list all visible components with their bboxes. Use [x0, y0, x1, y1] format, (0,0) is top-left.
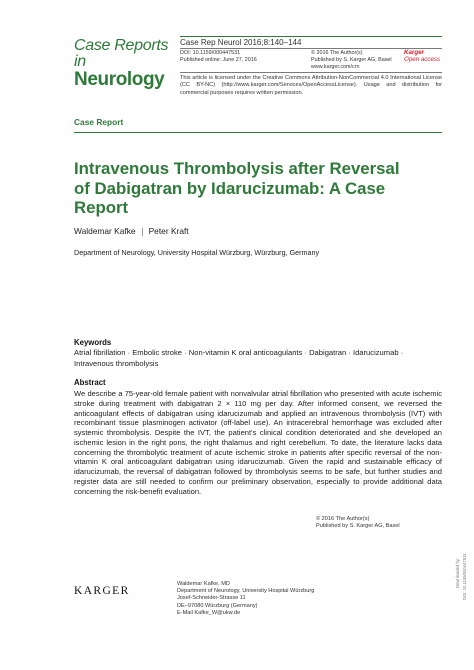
- copyright-line1: © 2016 The Author(s): [311, 50, 363, 56]
- doi: DOI: 10.1159/000447531: [180, 50, 241, 56]
- corr-name: Waldemar Kafke, MD: [177, 581, 230, 587]
- article-title: Intravenous Thrombolysis after Reversal of Dabigatran by Idarucizumab: A Case Report: [74, 159, 400, 217]
- correspondence-block: [177, 581, 387, 617]
- author-name: Waldemar Kafke: [74, 226, 136, 236]
- keywords: Atrial fibrillation · Embolic stroke · Non-vitamin K oral anticoagulants · Dabigatran · Idarucizumab · Intravenous thrombolysis: [74, 348, 404, 368]
- header-rule-mid: [180, 48, 442, 49]
- header-rule-bottom: [180, 72, 442, 73]
- corr-street: Josef-Schneider-Strasse 11: [177, 595, 246, 602]
- section-rule: [74, 132, 442, 133]
- author-name: Peter Kraft: [148, 226, 189, 236]
- license-text: This article is licensed under the Creative Commons Attribution-NonCommercial 4.0 International License (CC BY-NC) (http://www.karger.com/Services/OpenAccessLicense). Usage and distribution for commercial purposes requires written permission.: [180, 75, 442, 96]
- journal-name-line1: Case Reports in: [74, 37, 169, 70]
- karger-oa-line1: Karger: [404, 49, 424, 56]
- section-label: Case Report: [74, 117, 124, 127]
- citation: Case Rep Neurol 2016;8:140–144: [180, 38, 302, 47]
- abstract-copyright: [316, 516, 446, 530]
- abstract-copyright-line2: Published by S. Karger AG, Basel: [316, 523, 400, 530]
- corr-department: Department of Neurology, University Hospital Würzburg: [177, 588, 315, 595]
- side-download-note: Downloaded by:: [455, 557, 460, 588]
- header-rule-top: [180, 36, 442, 37]
- copyright-block: [311, 50, 392, 71]
- keywords-heading: Keywords: [74, 338, 112, 347]
- abstract-copyright-line1: © 2016 The Author(s): [316, 516, 370, 522]
- karger-oa-line2: Open access: [404, 55, 441, 63]
- journal-name-line2: Neurology: [74, 69, 165, 90]
- published-date: Published online: June 27, 2016: [180, 57, 257, 63]
- author-separator: [142, 228, 143, 236]
- affiliation: Department of Neurology, University Hospital Würzburg, Würzburg, Germany: [74, 248, 320, 257]
- karger-open-access-logo: [404, 50, 444, 63]
- side-doi-note: DOI: 10.1159/000447531: [462, 553, 467, 600]
- karger-logo: KARGER: [74, 585, 130, 597]
- abstract-heading: Abstract: [74, 378, 106, 387]
- copyright-line2: Published by S. Karger AG, Basel: [311, 57, 392, 63]
- corr-city: DE–97080 Würzburg (Germany): [177, 602, 258, 609]
- abstract-body: We describe a 75-year-old female patient with nonvalvular atrial fibrillation who presented with acute ischemic stroke during treatment with dabigatran 2 × 110 mg per day. After informed consent, we reversed the anticoagulant effects of dabigatran using idarucizumab and applied an intravenous thrombolysis (IVT) with recombinant tissue plasminogen activator (off-label use). An intracerebral hemorrhage was excluded after systemic thrombolysis. Despite the IVT, the patient's clinical condition deteriorated and she developed an ischemic lesion in the right pons, the right thalamus and right cerebellum. To date, the literature lacks data concerning the thrombolytic treatment of acute ischemic stroke in patients after specific reversal of the non-vitamin K oral anticoagulant dabigatran using idarucizumab. Given the rapid and sustainable efficacy of idarucizumab, the reversal of dabigatran followed by thrombolysis seems to be safe, but further studies and register data are still needed to confirm our preliminary observation, especially to provide additional data concerning the risk-benefit evaluation.: [74, 389, 442, 496]
- corr-email[interactable]: E-Mail Kafke_W@ukw.de: [177, 609, 241, 616]
- journal-name: [74, 38, 178, 90]
- doi-block: [180, 50, 257, 64]
- journal-url[interactable]: www.karger.com/crn: [311, 64, 360, 70]
- author-list: [74, 226, 189, 236]
